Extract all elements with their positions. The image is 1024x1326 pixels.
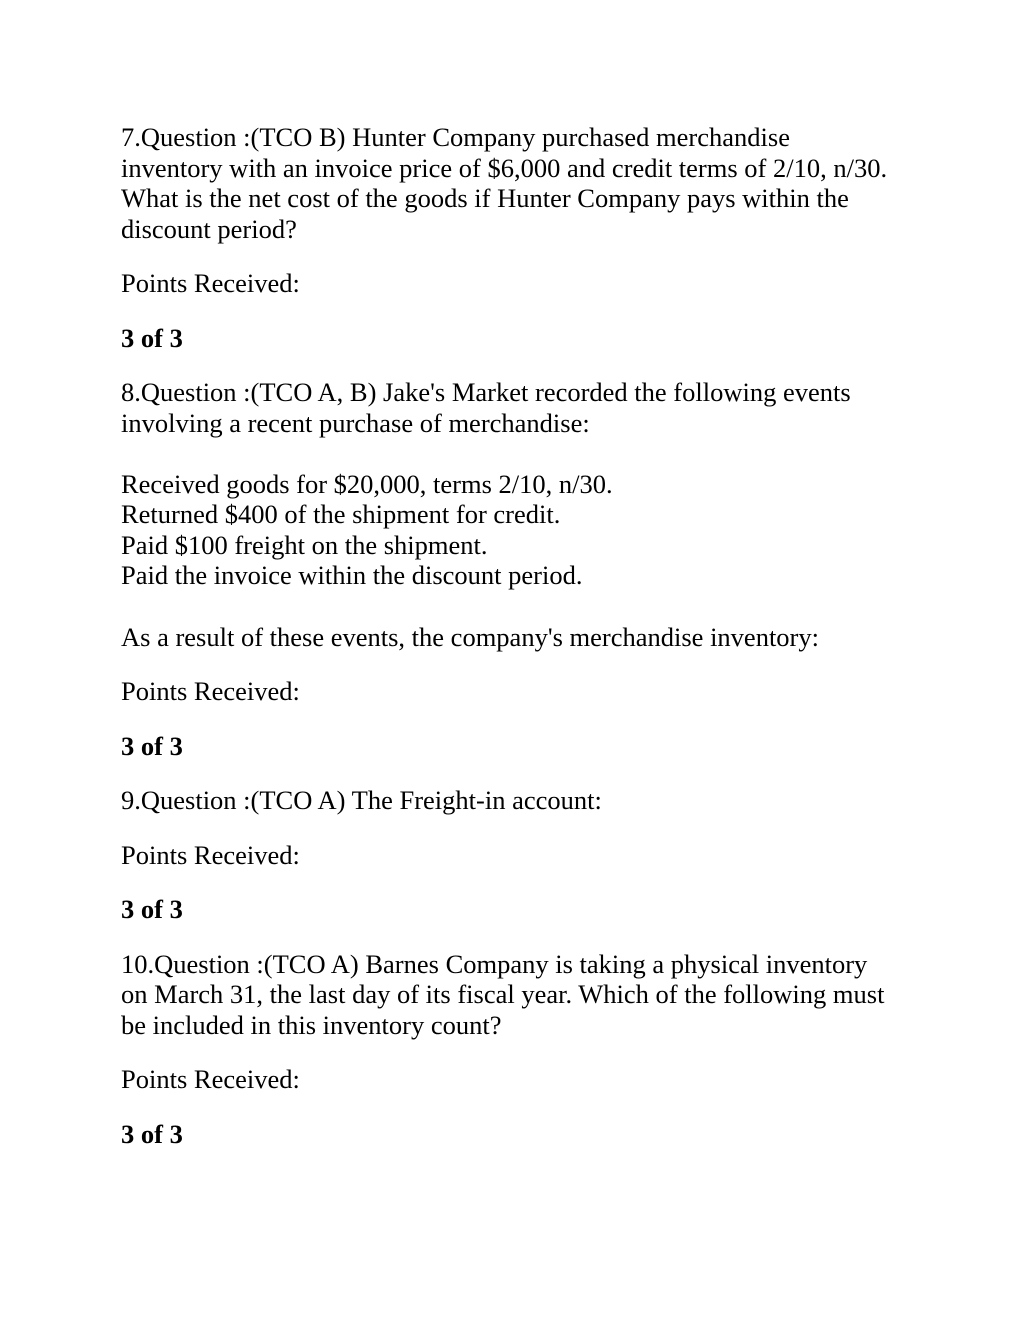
question-line: inventory with an invoice price of $6,000 and credit terms of 2/10, n/30.: [121, 152, 888, 183]
points-received-label: Points Received:: [121, 839, 300, 870]
points-received-label: Points Received:: [121, 268, 300, 298]
event-line: Received goods for $20,000, terms 2/10, n/30.: [121, 468, 613, 499]
question-text: [121, 122, 921, 244]
question-line: 10.Question :(TCO A) Barnes Company is taking a physical inventory: [121, 948, 868, 979]
score-value: 3 of 3: [121, 894, 183, 924]
question-text: [121, 377, 921, 438]
score-value: 3 of 3: [121, 322, 183, 353]
question-line: on March 31, the last day of its fiscal year. Which of the following must: [121, 979, 885, 1009]
question-closing-line: As a result of these events, the company's merchandise inventory:: [121, 621, 819, 652]
score-value: 3 of 3: [121, 1118, 183, 1149]
question-8: [121, 377, 921, 785]
question-text: [121, 949, 921, 1041]
points-received-label: Points Received:: [121, 676, 300, 706]
question-line: 8.Question :(TCO A, B) Jake's Market recorded the following events: [121, 377, 851, 407]
question-7: [121, 122, 921, 377]
question-line: What is the net cost of the goods if Hunter Company pays within the: [121, 183, 849, 213]
question-line: discount period?: [121, 213, 297, 244]
question-line: involving a recent purchase of merchandise:: [121, 407, 590, 438]
event-line: Paid the invoice within the discount period.: [121, 560, 583, 590]
event-list: [121, 469, 921, 591]
event-line: Paid $100 freight on the shipment.: [121, 529, 488, 560]
score-value: 3 of 3: [121, 730, 183, 761]
question-line: 9.Question :(TCO A) The Freight-in account:: [121, 785, 602, 815]
question-9: [121, 785, 921, 949]
question-text: [121, 785, 921, 816]
document-page: [121, 122, 921, 1149]
points-received-label: Points Received:: [121, 1064, 300, 1094]
question-10: [121, 949, 921, 1150]
question-line: be included in this inventory count?: [121, 1009, 502, 1040]
event-line: Returned $400 of the shipment for credit.: [121, 499, 561, 529]
question-line: 7.Question :(TCO B) Hunter Company purchased merchandise: [121, 122, 790, 152]
